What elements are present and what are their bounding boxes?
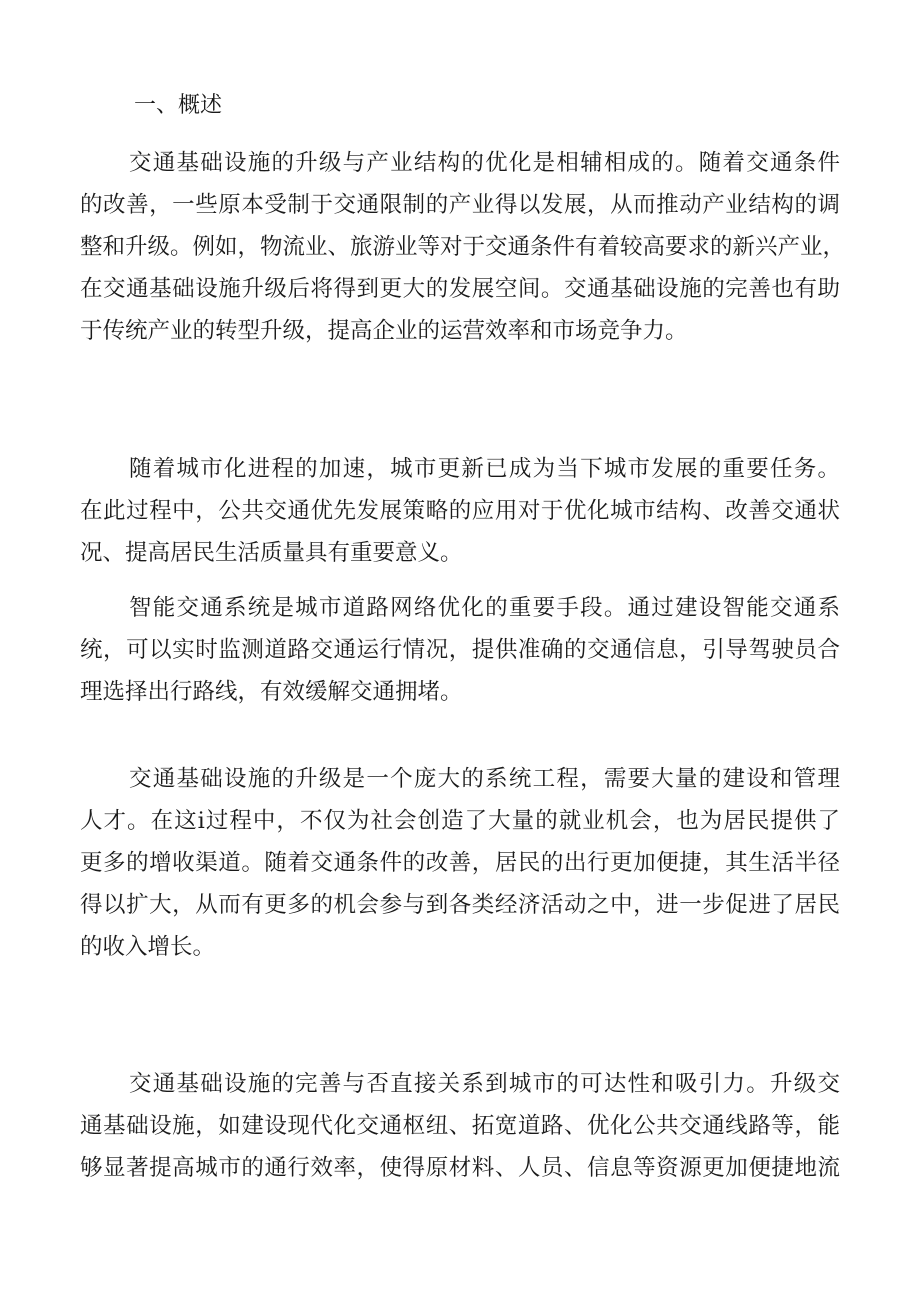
paragraph-line: 够显著提高城市的通行效率，使得原材料、人员、信息等资源更加便捷地流 (80, 1155, 840, 1181)
paragraph-line: 交通基础设施的升级是一个庞大的系统工程，需要大量的建设和管理 (129, 766, 840, 792)
paragraph-line: 更多的增收渠道。随着交通条件的改善，居民的出行更加便捷，其生活半径 (80, 850, 840, 876)
paragraph-line: 于传统产业的转型升级，提高企业的运营效率和市场竞争力。 (80, 318, 688, 344)
paragraph-employment-income (80, 758, 840, 968)
paragraph-line: 人才。在这i过程中，不仅为社会创造了大量的就业机会，也为居民提供了 (80, 808, 840, 834)
paragraph-line: 况、提高居民生活质量具有重要意义。 (80, 540, 463, 566)
paragraph-line: 在交通基础设施升级后将得到更大的发展空间。交通基础设施的完善也有助 (80, 276, 840, 302)
paragraph-line: 的改善，一些原本受制于交通限制的产业得以发展，从而推动产业结构的调 (80, 192, 840, 218)
paragraph-urban-renewal (80, 448, 840, 574)
paragraph-line: 智能交通系统是城市道路网络优化的重要手段。通过建设智能交通系 (129, 595, 840, 621)
paragraph-line: 得以扩大，从而有更多的机会参与到各类经济活动之中，进一步促进了居民 (80, 892, 840, 918)
paragraph-line: 整和升级。例如，物流业、旅游业等对于交通条件有着较高要求的新兴产业， (80, 234, 846, 260)
paragraph-line: 随着城市化进程的加速，城市更新已成为当下城市发展的重要任务。 (129, 456, 840, 482)
paragraph-line: 理选择出行路线，有效缓解交通拥堵。 (80, 679, 463, 705)
paragraph-industry-structure (80, 142, 846, 352)
paragraph-intelligent-transport (80, 587, 840, 713)
paragraph-city-accessibility (80, 1063, 840, 1189)
paragraph-line: 的收入增长。 (80, 934, 216, 960)
section-heading: 一、概述 (134, 93, 223, 118)
paragraph-line: 交通基础设施的升级与产业结构的优化是相辅相成的。随着交通条件 (129, 150, 840, 176)
paragraph-line: 通基础设施，如建设现代化交通枢纽、拓宽道路、优化公共交通线路等，能 (80, 1113, 840, 1139)
paragraph-line: 交通基础设施的完善与否直接关系到城市的可达性和吸引力。升级交 (129, 1071, 840, 1097)
paragraph-line: 统，可以实时监测道路交通运行情况，提供准确的交通信息，引导驾驶员合 (80, 637, 840, 663)
paragraph-line: 在此过程中，公共交通优先发展策略的应用对于优化城市结构、改善交通状 (80, 498, 840, 524)
